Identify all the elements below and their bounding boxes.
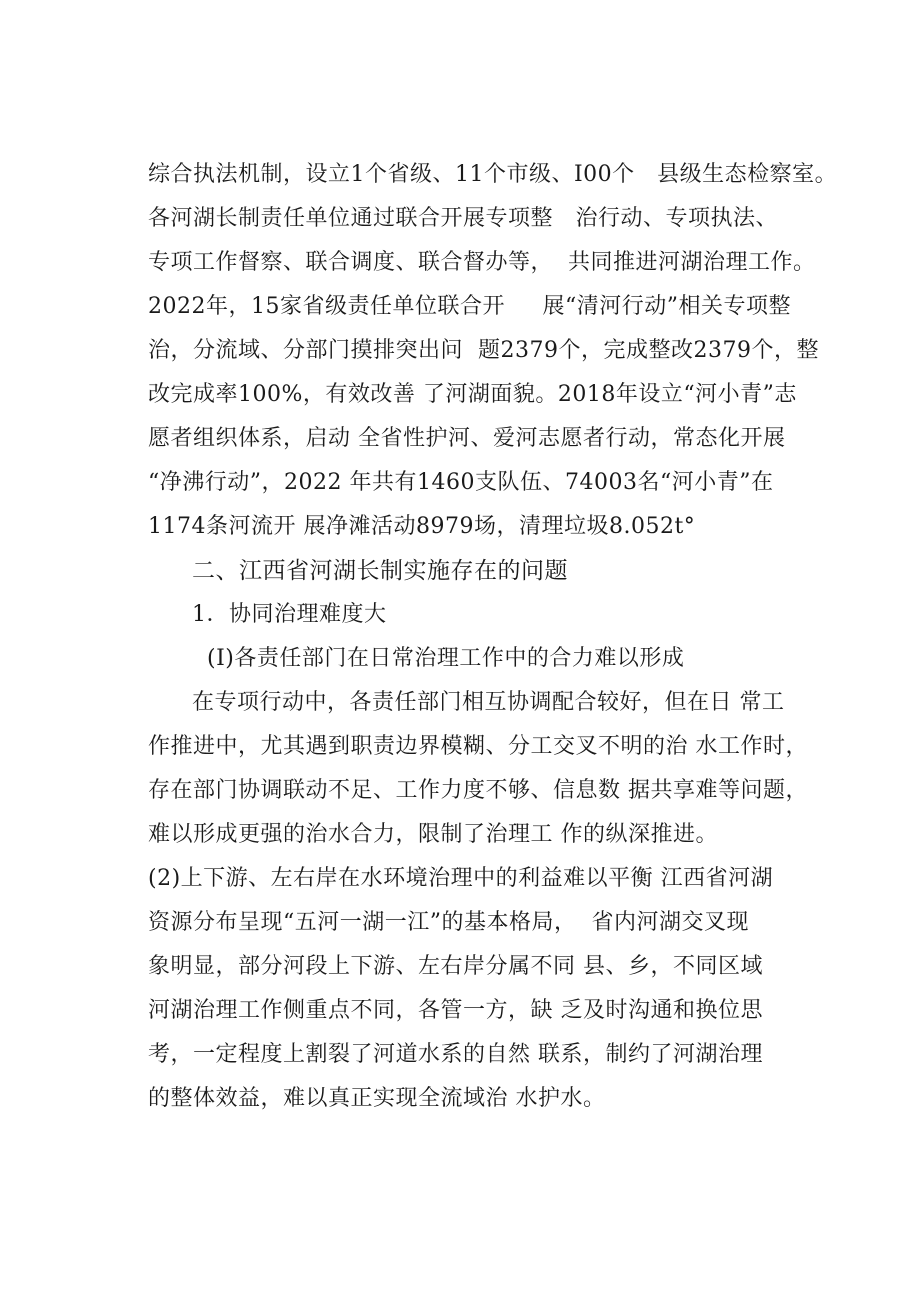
text-line: 在专项行动中，各责任部门相互协调配合较好，但在日 常工 [192,690,785,715]
text-line: “净沸行动”，2022 年共有1460支队伍、74003名“河小青”在 [148,470,774,495]
text-line: 作推进中，尤其遇到职责边界模糊、分工交叉不明的治 水工作时， [148,734,808,759]
text-line: 的整体效益，难以真正实现全流域治 水护水。 [148,1086,606,1111]
text-line: 综合执法机制，设立1个省级、11个市级、I00个 县级生态检察室。 [148,162,838,187]
section-heading: 二、江西省河湖长制实施存在的问题 [192,558,568,584]
text-line: 2022年，15家省级责任单位联合开 展“清河行动”相关专项整 [148,294,791,319]
text-line: (2)上下游、左右岸在水环境治理中的利益难以平衡 江西省河湖 [148,866,774,891]
text-line: 愿者组织体系，启动 全省性护河、爱河志愿者行动，常态化开展 [148,426,786,451]
subheading-1: 1．协同治理难度大 [192,602,387,627]
text-line: 存在部门协调联动不足、工作力度不够、信息数 据共享难等问题， [148,778,808,803]
text-line: 治，分流域、分部门摸排突出问 题2379个，完成整改2379个，整 [148,338,819,363]
text-line: 资源分布呈现“五河一湖一江”的基本格局， 省内河湖交叉现 [148,910,749,935]
text-line: 专项工作督察、联合调度、联合督办等， 共同推进河湖治理工作。 [148,250,816,275]
text-line: 各河湖长制责任单位通过联合开展专项整 治行动、专项执法、 [148,206,778,231]
subheading-1-1: (I)各责任部门在日常治理工作中的合力难以形成 [207,646,685,671]
text-line: 考，一定程度上割裂了河道水系的自然 联系，制约了河湖治理 [148,1042,763,1067]
text-line: 改完成率100%，有效改善 了河湖面貌。2018年设立“河小青”志 [148,382,797,407]
text-line: 1174条河流开 展净滩活动8979场，清理垃圾8.052t° [148,514,696,539]
text-line: 河湖治理工作侧重点不同，各管一方，缺 乏及时沟通和换位思 [148,998,763,1023]
text-line: 难以形成更强的治水合力，限制了治理工 作的纵深推进。 [148,822,718,847]
text-line: 象明显，部分河段上下游、左右岸分属不同 县、乡，不同区域 [148,954,763,979]
